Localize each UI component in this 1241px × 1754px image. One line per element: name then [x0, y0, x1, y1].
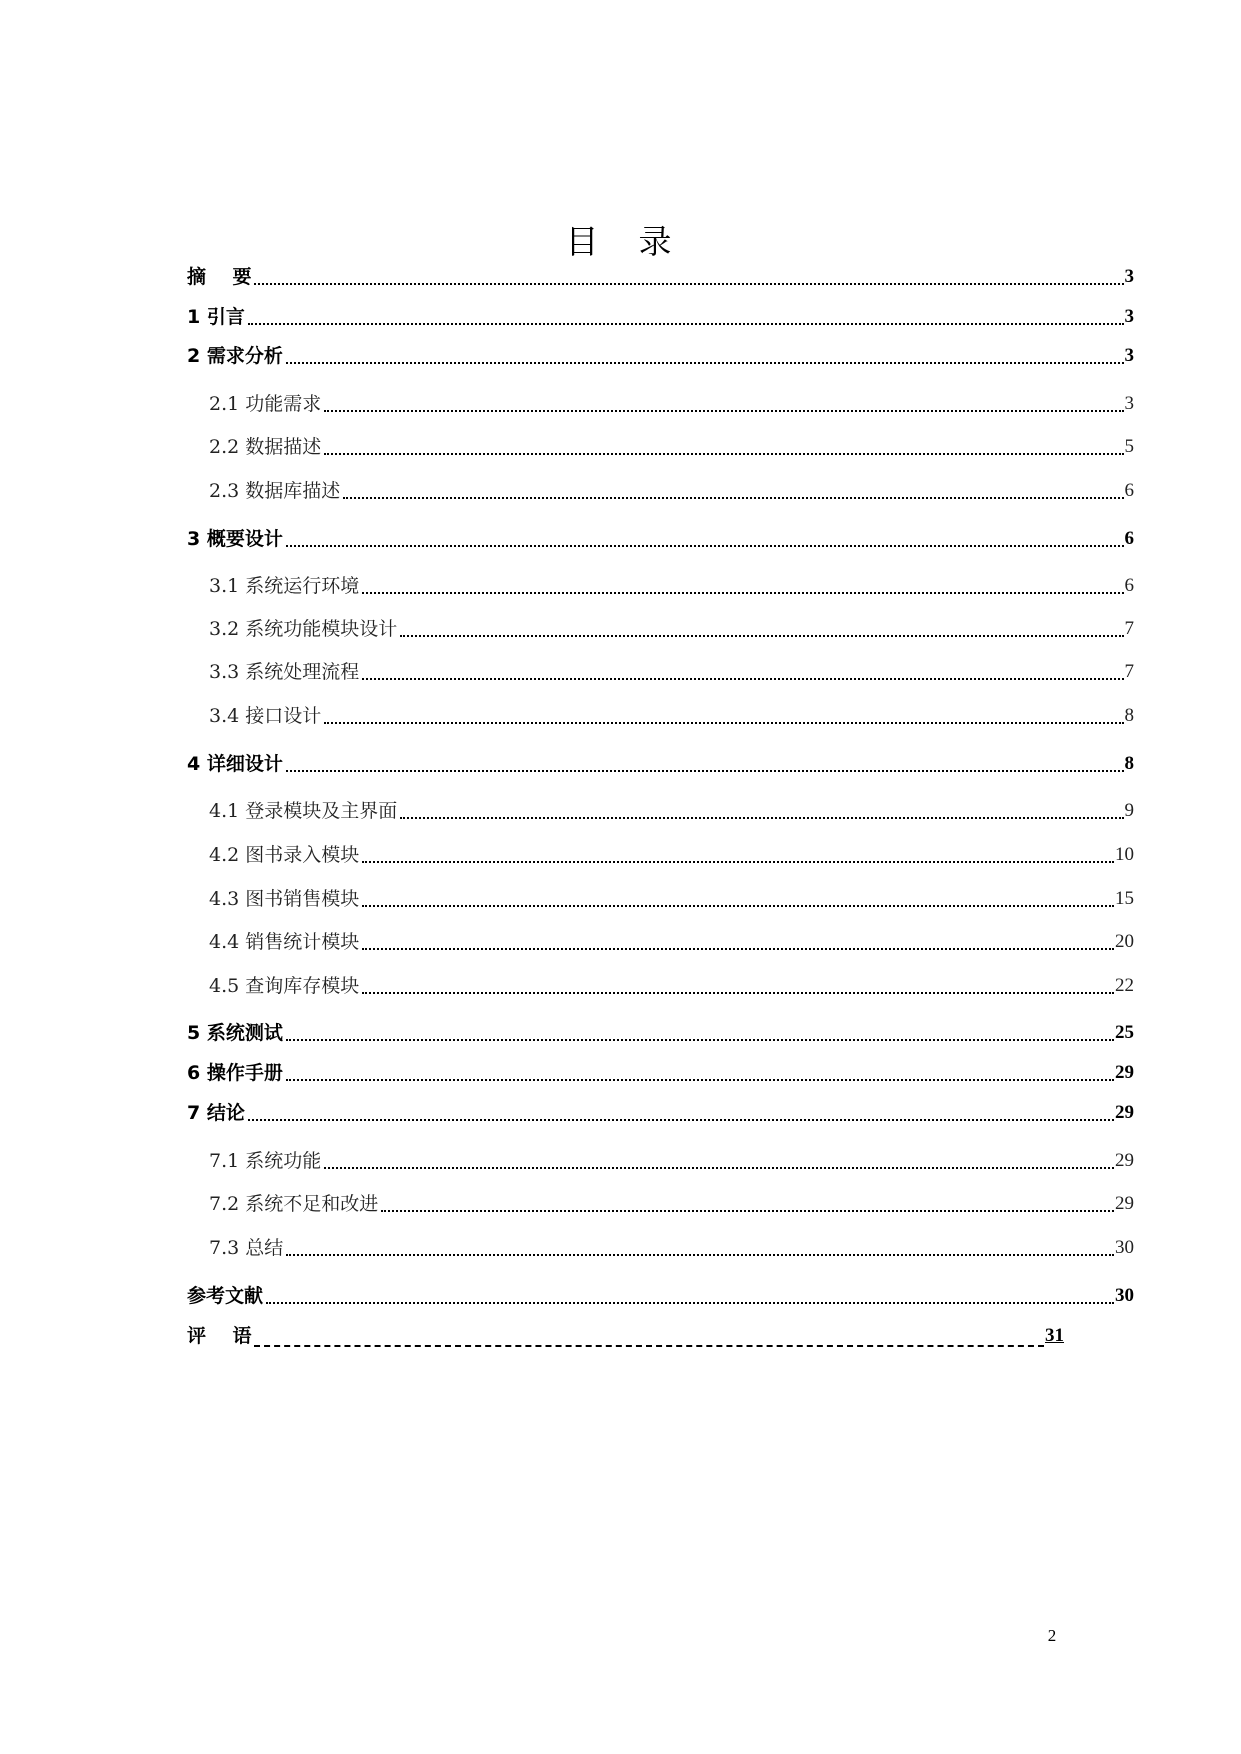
toc-entry[interactable] [209, 1146, 1134, 1176]
toc-entry-page: 31 [1045, 1325, 1064, 1346]
toc-entry-leader [324, 1166, 1114, 1169]
toc-entry-leader [248, 322, 1124, 325]
toc-entry-leader [254, 282, 1123, 285]
toc-entry[interactable] [187, 1018, 1134, 1048]
page-number: 2 [1047, 1626, 1057, 1645]
toc-entry-page: 6 [1124, 528, 1134, 549]
toc-entry[interactable] [209, 614, 1134, 644]
toc-entry-leader [324, 721, 1123, 724]
toc-entry[interactable] [209, 1233, 1134, 1263]
toc-entry[interactable] [209, 476, 1134, 506]
toc-entry-leader [266, 1301, 1114, 1304]
toc-entry-label: 6 操作手册 [187, 1062, 283, 1084]
toc-entry-leader [400, 816, 1123, 819]
toc-entry[interactable] [209, 1189, 1134, 1219]
toc-entry-page: 3 [1124, 306, 1134, 327]
toc-entry-page: 29 [1115, 1062, 1134, 1083]
toc-entry-label: 4.4 销售统计模块 [209, 931, 360, 953]
toc-entry[interactable] [209, 571, 1134, 601]
toc-entry-page: 20 [1115, 931, 1134, 952]
toc-entry[interactable] [187, 749, 1134, 779]
toc-entry-label: 7 结论 [187, 1102, 245, 1124]
toc-entry-label: 4 详细设计 [187, 753, 283, 775]
toc-entry-leader [286, 1253, 1114, 1256]
toc-entry-leader [286, 361, 1124, 364]
toc-entry-leader [381, 1209, 1114, 1212]
toc-entry-label: 7.1 系统功能 [209, 1150, 322, 1172]
toc-entry-page: 30 [1115, 1237, 1134, 1258]
toc-entry-page: 29 [1115, 1150, 1134, 1171]
toc-entry-label: 摘 要 [187, 266, 252, 288]
toc-entry-label: 评 语 [187, 1325, 252, 1347]
toc-entry-page: 3 [1124, 393, 1134, 414]
toc-entry-page: 29 [1115, 1102, 1134, 1123]
toc-entry-page: 30 [1115, 1285, 1134, 1306]
toc-entry-page: 7 [1124, 618, 1134, 639]
toc-entry-leader [362, 904, 1114, 907]
toc-entry[interactable] [187, 1058, 1134, 1088]
toc-entry-page: 9 [1124, 800, 1134, 821]
toc-entry[interactable] [209, 701, 1134, 731]
toc-entry-leader [362, 591, 1123, 594]
toc-entry[interactable] [187, 341, 1134, 371]
toc-entry-page: 29 [1115, 1193, 1134, 1214]
toc-entry-page: 7 [1124, 661, 1134, 682]
toc-entry-label: 7.3 总结 [209, 1237, 284, 1259]
toc-entry[interactable] [209, 432, 1134, 462]
toc-entry-page: 6 [1124, 575, 1134, 596]
toc-entry-label: 参考文献 [187, 1285, 264, 1307]
toc-heading-right: 录 [638, 222, 676, 261]
toc-entry-page: 3 [1124, 266, 1134, 287]
toc-entry[interactable] [209, 796, 1134, 826]
toc-entry-leader [362, 991, 1114, 994]
toc-entry-label: 5 系统测试 [187, 1022, 283, 1044]
toc-heading-left: 目 [565, 222, 603, 261]
toc-entry-leader [362, 947, 1114, 950]
toc-entry-leader [286, 769, 1124, 772]
toc-entry-leader [324, 452, 1123, 455]
toc-entry-leader [286, 1038, 1114, 1041]
toc-entry-label: 2.1 功能需求 [209, 393, 322, 415]
toc-entry-label: 2.3 数据库描述 [209, 480, 341, 502]
toc-entry-label: 3.3 系统处理流程 [209, 661, 360, 683]
toc-entry-label: 2 需求分析 [187, 345, 283, 367]
toc-entry-page: 22 [1115, 975, 1134, 996]
toc-entry-label: 1 引言 [187, 306, 245, 328]
toc-entry-label: 2.2 数据描述 [209, 436, 322, 458]
toc-entry-leader [324, 409, 1123, 412]
toc-entry[interactable] [187, 302, 1134, 332]
toc-entry-page: 8 [1124, 753, 1134, 774]
toc-entry[interactable] [209, 971, 1134, 1001]
toc-entry-page: 6 [1124, 480, 1134, 501]
toc-entry-leader [286, 1078, 1114, 1081]
toc-entry[interactable] [187, 262, 1134, 292]
toc-entry-page: 3 [1124, 345, 1134, 366]
toc-entry-label: 4.2 图书录入模块 [209, 844, 360, 866]
toc-entry-leader [362, 677, 1123, 680]
toc-entry-page: 5 [1124, 436, 1134, 457]
toc-entry[interactable] [209, 389, 1134, 419]
toc-entry-label: 7.2 系统不足和改进 [209, 1193, 379, 1215]
toc-entry-leader [362, 860, 1114, 863]
toc-entry-leader [400, 634, 1123, 637]
toc-entry-label: 3 概要设计 [187, 528, 283, 550]
toc-entry-label: 4.3 图书销售模块 [209, 888, 360, 910]
toc-entry[interactable] [209, 884, 1134, 914]
toc-entry[interactable] [187, 1098, 1134, 1128]
toc-entry-page: 8 [1124, 705, 1134, 726]
toc-entry-label: 3.1 系统运行环境 [209, 575, 360, 597]
toc-entry-label: 3.2 系统功能模块设计 [209, 618, 398, 640]
toc-entry-leader [254, 1344, 1044, 1347]
toc-entry-label: 3.4 接口设计 [209, 705, 322, 727]
toc-entry-label: 4.5 查询库存模块 [209, 975, 360, 997]
toc-entry-leader [286, 544, 1124, 547]
toc-entry[interactable] [209, 927, 1134, 957]
toc-entry[interactable] [187, 1321, 1064, 1351]
toc-entry[interactable] [187, 1281, 1134, 1311]
toc-entry-leader [343, 496, 1123, 499]
toc-entry-page: 10 [1115, 844, 1134, 865]
toc-entry[interactable] [209, 657, 1134, 687]
toc-entry[interactable] [209, 840, 1134, 870]
toc-entry-page: 25 [1115, 1022, 1134, 1043]
toc-entry-label: 4.1 登录模块及主界面 [209, 800, 398, 822]
toc-entry-page: 15 [1115, 888, 1134, 909]
toc-entry[interactable] [187, 524, 1134, 554]
toc-entry-leader [248, 1118, 1114, 1121]
